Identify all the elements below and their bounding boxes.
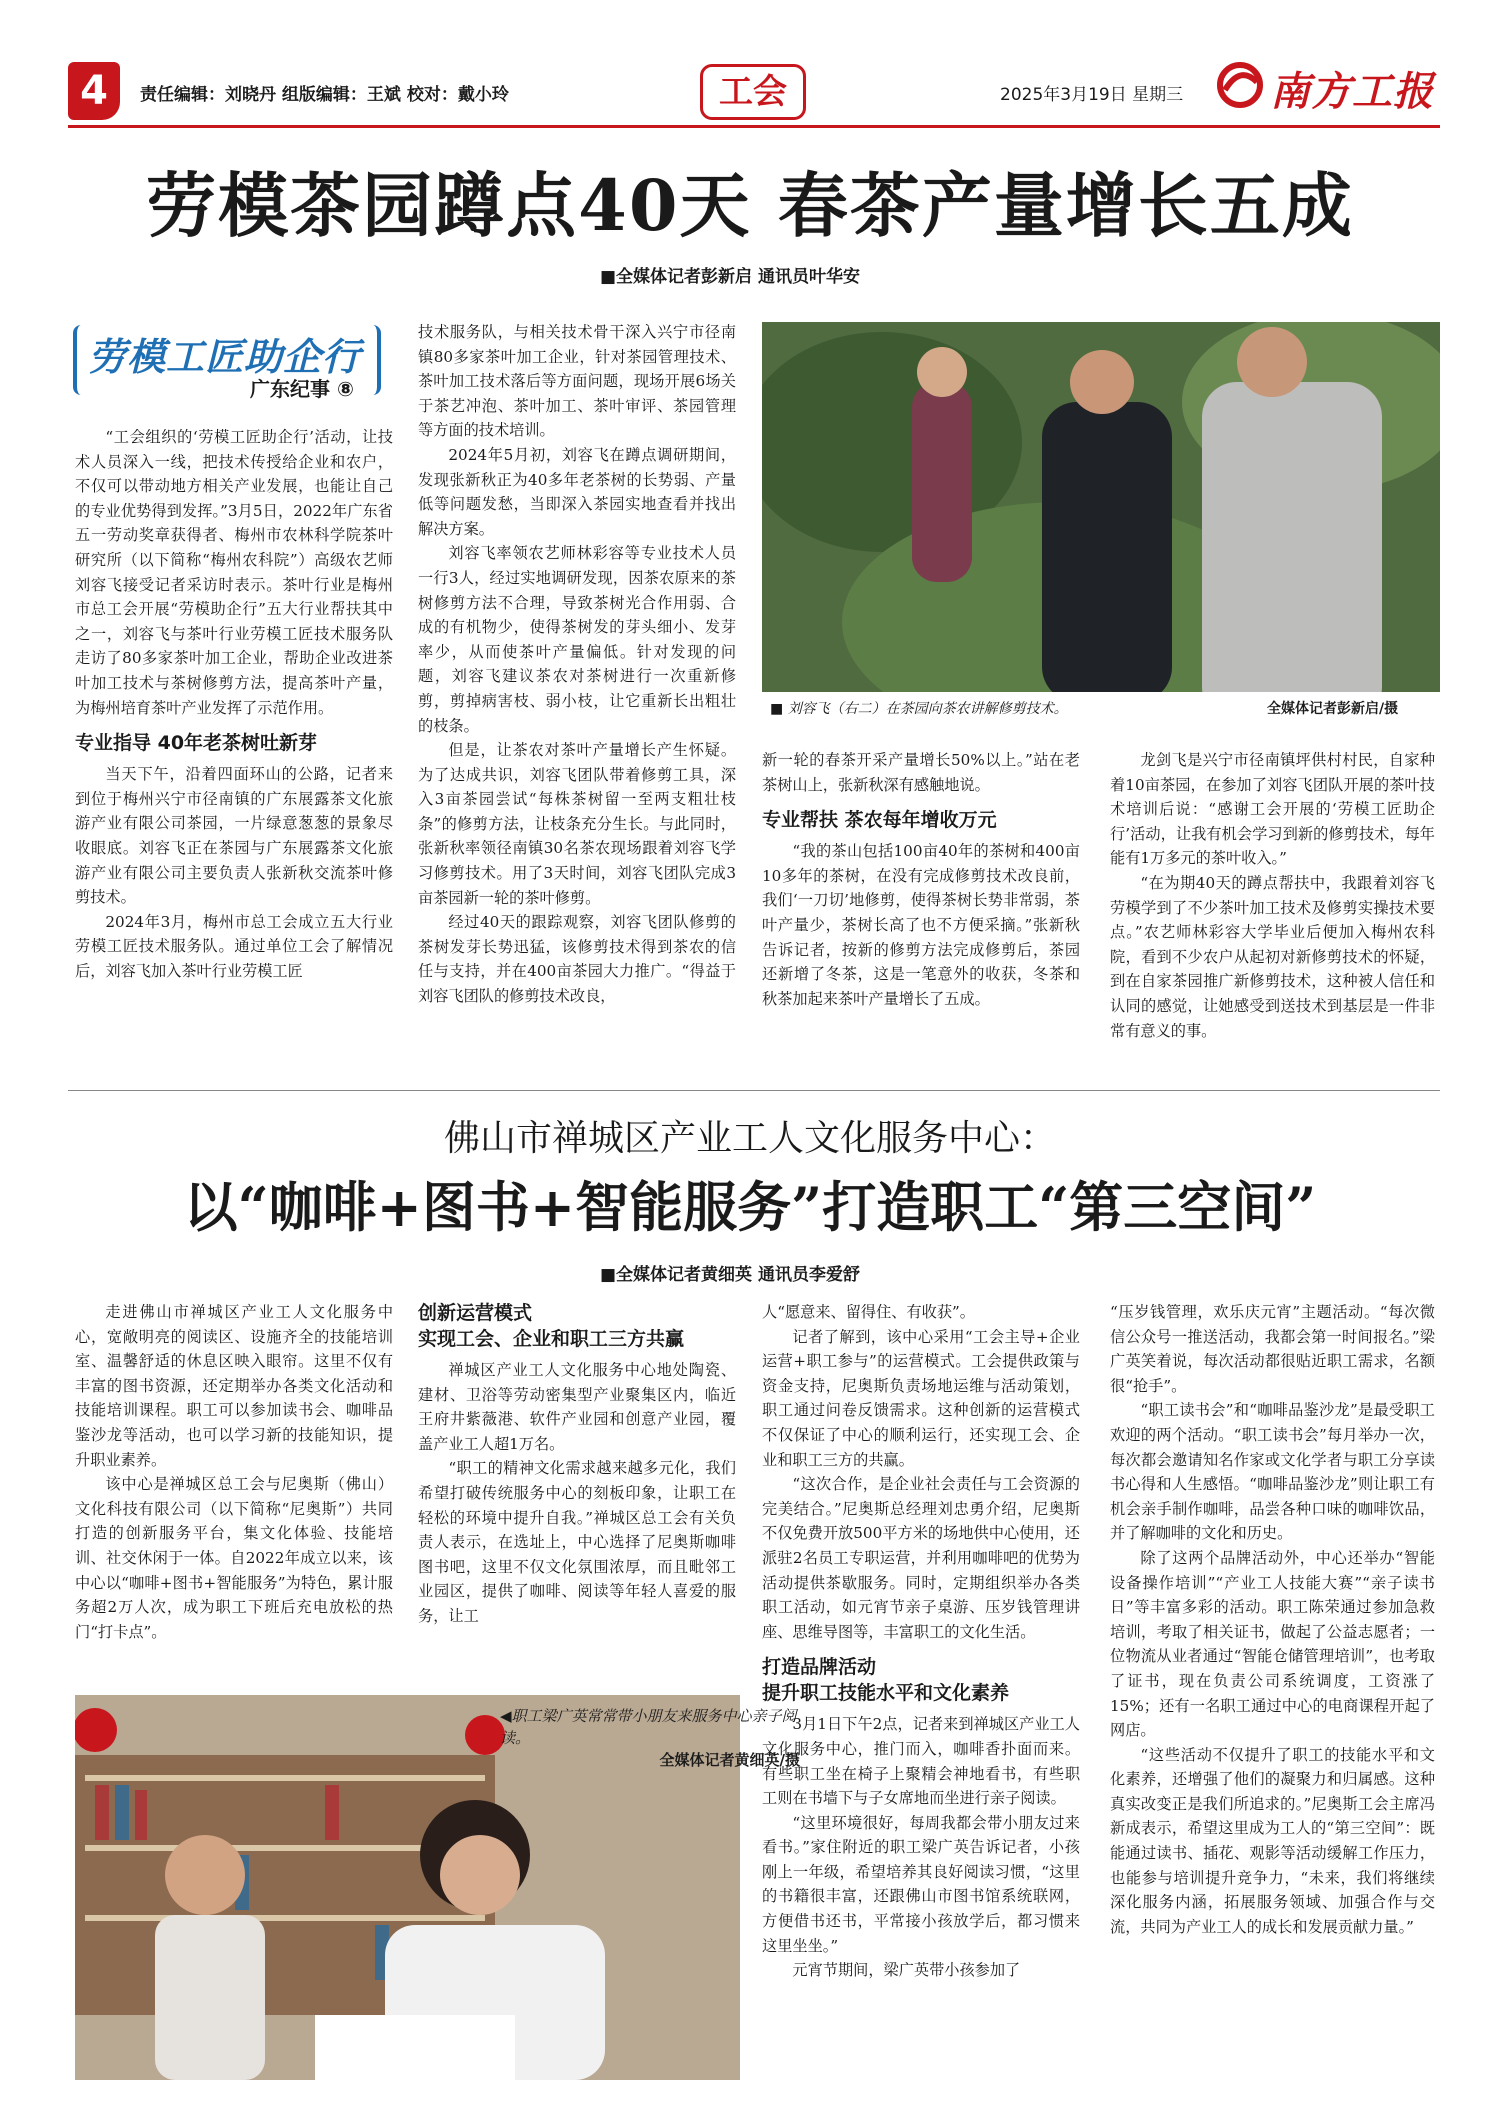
logo-swirl-icon	[1215, 60, 1265, 110]
paragraph: 经过40天的跟踪观察，刘容飞团队修剪的茶树发芽长势迅猛，该修剪技术得到茶农的信任与支持，并在400亩茶园大力推广。“得益于刘容飞团队的修剪技术改良，	[418, 913, 736, 1006]
series-title: 劳模工匠助企行	[88, 335, 362, 379]
article2-byline: ■全媒体记者黄细英 通讯员李爱舒	[600, 1265, 860, 1285]
photo-credit: 全媒体记者黄细英/摄	[659, 1751, 800, 1769]
article1-headline: 劳模茶园蹲点40天 春茶产量增长五成	[146, 164, 1354, 247]
paragraph: “我的茶山包括100亩40年的茶树和400亩10多年的茶树，在没有完成修剪技术改良前，我们‘一刀切’地修剪，使得茶树长势非常弱，茶叶产量少，茶树长高了也不方便采摘。”张新秋告诉记者，按新的修剪方法完成修剪后，茶园还新增了冬茶，这是一笔意外的收获，冬茶和秋茶加起来茶叶产量增长了五成。	[762, 842, 1080, 1008]
paragraph: “这次合作，是企业社会责任与工会资源的完美结合。”尼奥斯总经理刘忠勇介绍，尼奥斯不仅免费开放500平方米的场地供中心使用，还派驻2名员工专职运营，并利用咖啡吧的优势为活动提供茶歇服务。同时，定期组织举办各类职工活动，如元宵节亲子桌游、压岁钱管理讲座、思维导图等，丰富职工的文化生活。	[762, 1475, 1080, 1641]
paragraph: 龙剑飞是兴宁市径南镇坪供村村民，自家种着10亩茶园，在参加了刘容飞团队开展的茶叶技术培训后说：“感谢工会开展的‘劳模工匠助企行’活动，让我有机会学习到新的修剪技术，每年能有1万多元的茶叶收入。”	[1110, 751, 1435, 868]
paragraph: 禅城区产业工人文化服务中心地处陶瓷、建材、卫浴等劳动密集型产业聚集区内，临近王府井紫薇港、软件产业园和创意产业园，覆盖产业工人超1万名。	[418, 1361, 736, 1453]
paragraph: 元宵节期间，梁广英带小孩参加了	[792, 1961, 1021, 1980]
paragraph: “在为期40天的蹲点帮扶中，我跟着刘容飞劳模学到了不少茶叶加工技术及修剪实操技术要点。”农艺师林彩容大学毕业后便加入梅州农科院，看到不少农户从起初对新修剪技术的怀疑，到在自家茶园推广新修剪技术，这种被人信任和认同的感觉，让她感受到送技术到基层是一件非常有意义的事。	[1110, 873, 1435, 1040]
paragraph: 2024年3月，梅州市总工会成立五大行业劳模工匠技术服务队。通过单位工会了解情况后，刘容飞加入茶叶行业劳模工匠	[75, 912, 393, 980]
paragraph: “这些活动不仅提升了职工的技能水平和文化素养，还增强了他们的凝聚力和归属感。这种真实改变正是我们所追求的。”尼奥斯工会主席冯新成表示，希望这里成为工人的“第三空间”：既能通过读书、插花、观影等活动缓解工作压力，也能参与培训提升竞争力，“未来，我们将继续深化服务内涵，拓展服务领域、加强合作与交流，共同为产业工人的成长和发展贡献力量。”	[1110, 1745, 1435, 1936]
newspaper-logo	[1215, 58, 1440, 115]
article1-column-2	[418, 320, 736, 1009]
article2-column-1	[75, 1300, 393, 1644]
paragraph: 刘容飞率领农艺师林彩容等专业技术人员一行3人，经过实地调研发现，因茶农原来的茶树修剪方法不合理，导致茶树光合作用弱、合成的有机物少，使得茶树发的芽头细小、发芽率少，从而使茶叶产量偏低。针对发现的问题，刘容飞建议茶农对茶树进行一次重新修剪，剪掉病害枝、弱小枝，让它重新长出粗壮的枝条。	[418, 544, 736, 735]
logo-text: 南方工报	[1270, 68, 1434, 115]
issue-date: 2025年3月19日 星期三	[1000, 85, 1184, 105]
paragraph: 3月1日下午2点，记者来到禅城区产业工人文化服务中心，推门而入，咖啡香扑面而来。有些职工坐在椅子上聚精会神地看书，有些职工则在书墙下与子女席地而坐进行亲子阅读。	[762, 1715, 1080, 1808]
paragraph: “工会组织的‘劳模工匠助企行’活动，让技术人员深入一线，把技术传授给企业和农户，不仅可以带动地方相关产业发展，也能让自己的专业优势得到发挥。”3月5日，2022年广东省五一劳动奖章获得者、梅州市农林科学院茶叶研究所（以下简称“梅州农科院”）高级农艺师刘容飞接受记者采访时表示。茶叶行业是梅州市总工会开展“劳模助企行”五大行业帮扶其中之一，刘容飞与茶叶行业劳模工匠技术服务队走访了80多家茶叶加工企业，帮助企业改进茶叶加工技术与茶树修剪方法，提高茶叶产量，为梅州培育茶叶产业发挥了示范作用。	[75, 428, 393, 717]
photo-caption: ◀职工梁广英常常带小朋友来服务中心亲子阅读。	[500, 1707, 797, 1747]
photo-credit: 全媒体记者彭新启/摄	[1267, 701, 1399, 717]
reading-photo-caption	[500, 1705, 800, 1771]
paragraph: 2024年5月初，刘容飞在蹲点调研期间，发现张新秋正为40多年老茶树的长势弱、产量低等问题发愁，当即深入茶园实地查看并找出解决方案。	[418, 445, 736, 538]
paragraph: “压岁钱管理，欢乐庆元宵”主题活动。“每次微信公众号一推送活动，我都会第一时间报名。”梁广英笑着说，每次活动都很贴近职工需求，名额很“抢手”。	[1110, 1303, 1435, 1395]
editors-line: 责任编辑：刘晓丹 组版编辑：王斌 校对：戴小玲	[140, 85, 509, 105]
article2-kicker: 佛山市禅城区产业工人文化服务中心：	[443, 1118, 1056, 1159]
article2-column-3	[762, 1300, 1080, 1983]
paragraph: 人“愿意来、留得住、有收获”。	[762, 1303, 975, 1321]
paragraph: 新一轮的春茶开采产量增长50%以上。”站在老茶树山上，张新秋深有感触地说。	[762, 751, 1080, 794]
page-number: 4	[68, 62, 120, 120]
article-divider	[68, 1090, 1440, 1091]
paragraph: “职工读书会”和“咖啡品鉴沙龙”是最受职工欢迎的两个活动。“职工读书会”每月举办一次，每次都会邀请知名作家或文化学者与职工分享读书心得和人生感悟。“咖啡品鉴沙龙”则让职工有机会亲手制作咖啡，品尝各种口味的咖啡饮品，并了解咖啡的文化和历史。	[1110, 1401, 1435, 1543]
paragraph: 技术服务队，与相关技术骨干深入兴宁市径南镇80多家茶叶加工企业，针对茶园管理技术、茶叶加工技术落后等方面问题，现场开展6场关于茶艺冲泡、茶叶加工、茶叶审评、茶园管理等方面的技术培训。	[418, 323, 736, 440]
article1-column-1	[75, 425, 393, 983]
subheading: 打造品牌活动 提升职工技能水平和文化素养	[762, 1656, 1010, 1705]
header-rule	[68, 125, 1440, 128]
article2-column-2	[418, 1300, 736, 1629]
article1-byline: ■全媒体记者彭新启 通讯员叶华安	[600, 267, 860, 287]
subheading: 专业指导 40年老茶树吐新芽	[75, 732, 318, 755]
paragraph: 该中心是禅城区总工会与尼奥斯（佛山）文化科技有限公司（以下简称“尼奥斯”）共同打造的创新服务平台，集文化体验、技能培训、社交休闲于一体。自2022年成立以来，该中心以“咖啡+图书+智能服务”为特色，累计服务超2万人次，成为职工下班后充电放松的热门“打卡点”。	[75, 1475, 393, 1641]
subheading: 创新运营模式 实现工会、企业和职工三方共赢	[418, 1302, 685, 1350]
paragraph: 记者了解到，该中心采用“工会主导+企业运营+职工参与”的运营模式。工会提供政策与资金支持，尼奥斯负责场地运维与活动策划，职工通过问卷反馈需求。这种创新的运营模式不仅保证了中心的顺利运行，还实现工会、企业和职工三方的共赢。	[762, 1327, 1080, 1469]
subheading: 专业帮扶 茶农每年增收万元	[762, 809, 997, 832]
tea-garden-photo	[762, 322, 1440, 722]
paragraph: 但是，让茶农对茶叶产量增长产生怀疑。为了达成共识，刘容飞团队带着修剪工具，深入3亩茶园尝试“每株茶树留一至两支粗壮枝条”的修剪方法，让枝条充分生长。与此同时，张新秋率领径南镇30名茶农现场跟着刘容飞学习修剪技术。用了3天时间，刘容飞团队完成3亩茶园新一轮的茶叶修剪。	[418, 741, 736, 907]
article1-column-3	[762, 748, 1080, 1011]
paragraph: “职工的精神文化需求越来越多元化，我们希望打破传统服务中心的刻板印象，让职工在轻松的环境中提升自我。”禅城区总工会有关负责人表示，在选址上，中心选择了尼奥斯咖啡图书吧，这里不仅文化氛围浓厚，而且毗邻工业园区，提供了咖啡、阅读等年轻人喜爱的服务，让工	[418, 1459, 736, 1625]
section-tag: 工会	[700, 64, 806, 120]
article2-column-4	[1110, 1300, 1435, 1939]
article2-headline: 以“咖啡+图书+智能服务”打造职工“第三空间”	[183, 1175, 1317, 1239]
paragraph: “这里环境很好，每周我都会带小朋友过来看书。”家住附近的职工梁广英告诉记者，小孩刚上一年级，希望培养其良好阅读习惯，“这里的书籍很丰富，还跟佛山市图书馆系统联网，方便借书还书，平常接小孩放学后，都习惯来这里坐坐。”	[762, 1813, 1080, 1955]
paragraph: 走进佛山市禅城区产业工人文化服务中心，宽敞明亮的阅读区、设施齐全的技能培训室、温馨舒适的休息区映入眼帘。这里不仅有丰富的图书资源，还定期举办各类文化活动和技能培训课程。职工可以参加读书会、咖啡品鉴沙龙等活动，也可以学习新的技能知识，提升职业素养。	[75, 1303, 393, 1469]
article1-column-4	[1110, 748, 1435, 1043]
photo-caption: ■ 刘容飞（右二）在茶园向茶农讲解修剪技术。	[770, 701, 1068, 717]
photo-caption-bar	[762, 692, 1440, 722]
paragraph: 当天下午，沿着四面环山的公路，记者来到位于梅州兴宁市径南镇的广东展露茶文化旅游产业有限公司茶园，一片绿意葱葱的景象尽收眼底。刘容飞正在茶园与广东展露茶文化旅游产业有限公司主要负责人张新秋交流茶叶修剪技术。	[75, 765, 393, 907]
paragraph: 除了这两个品牌活动外，中心还举办“智能设备操作培训”“产业工人技能大赛”“亲子读书日”等丰富多彩的活动。职工陈荣通过参加急救培训，考取了相关证书，做起了公益志愿者；一位物流从业者通过“智能仓储管理培训”，也考取了证书，现在负责公司系统调度，工资涨了15%；还有一名职工通过中心的电商课程开起了网店。	[1110, 1548, 1435, 1740]
series-subtitle: 广东纪事 ⑧	[250, 377, 354, 401]
